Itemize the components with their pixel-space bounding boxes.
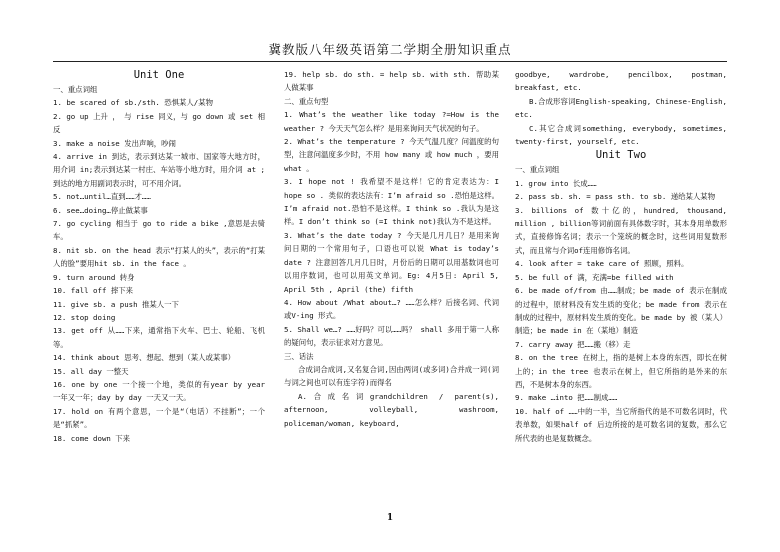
list-item: 18. come down 下来 xyxy=(53,433,131,443)
list-item: 12. stop doing xyxy=(53,312,116,322)
list-item: 三、话法 xyxy=(284,351,314,361)
sentence-grammar-list xyxy=(284,68,499,430)
list-item: 6. see…doing…停止做某事 xyxy=(53,205,148,215)
unit-one-phrase-list xyxy=(53,83,265,445)
list-item: 一、重点词组 xyxy=(515,165,560,175)
list-item: 8. on the tree 在树上，指的是树上本身的东西，即长在树上的；in the tree 也表示在树上，但它所指的是外来的东西，不是树本身的东西。 xyxy=(515,353,727,389)
list-item: 4. look after = take care of 照顾，照料。 xyxy=(515,259,689,269)
page-number: 1 xyxy=(386,513,394,523)
header-rule xyxy=(53,61,727,62)
list-item: 1. What’s the weather like today ?=How is the weather ? 今天天气怎么样？是用来询问天气状况的句子。 xyxy=(284,110,499,133)
list-item: goodbye, wardrobe, pencilbox, postman, breakfast, etc. xyxy=(515,70,727,93)
compound-words-list xyxy=(515,68,727,148)
list-item: 16. one by one 一个接一个地，类似的有year by year 一年又一年；day by day 一天又一天。 xyxy=(53,379,265,403)
list-item: 2. What’s the temperature ? 今天气温几度？问温度的句型，注意问温度多少时，不用 how many 或 how much ，要用 what 。 xyxy=(284,137,499,173)
column-middle xyxy=(284,68,499,430)
list-item: 3. I hope not ! 我希望不是这样！它的肯定表达为：I hope so . 类似的表达法有：I’m afraid so .恐怕是这样。I’m afraid not.恐怕不是这样。I think so .我认为是这样。I don’t think so (=I think not)我认为不是这样。 xyxy=(284,177,499,227)
list-item: 5. Shall we…? ……好吗？可以……吗？ shall 多用于第一人称的疑问句，表示征求对方意见。 xyxy=(284,324,499,348)
list-item: 5. not…until…直到……才…… xyxy=(53,192,151,202)
list-item: 9. turn around 转身 xyxy=(53,272,135,282)
list-item: 7. carry away 把……搬（移）走 xyxy=(515,339,631,349)
list-item: 一、重点词组 xyxy=(53,85,98,94)
page-title: 冀教版八年级英语第二学期全册知识重点 xyxy=(268,42,512,57)
list-item: 5. be full of 满，充满=be filled with xyxy=(515,272,674,282)
list-item: C.其它合成词something, everybody, sometimes, twenty-first, yourself, etc. xyxy=(515,123,727,147)
list-item: 14. think about 思考、想起、想到（某人或某事） xyxy=(53,353,236,363)
column-left xyxy=(53,68,265,445)
unit-two-phrase-list xyxy=(515,163,727,445)
list-item: 17. hold on 有两个意思，一个是“（电话）不挂断”；一个是“抓紧”。 xyxy=(53,406,265,430)
list-item: A.合成名词grandchildren / parent(s), afternoon, volleyball, washroom, policeman/woman, keyboard, xyxy=(284,391,499,428)
list-item: 3. What’s the date today ? 今天是几月几日？是用来询问日期的一个常用句子，口语也可以说 What is today’s date ? 注意回答几月几日时，月份后的日期可以用基数词也可以用序数词，也可以用英文单词。Eg: 4月5日: April 5, April 5th , April (the) fifth xyxy=(284,230,499,294)
list-item: 4. How about /What about…? ……怎么样？后接名词、代词或V-ing 形式。 xyxy=(284,297,499,321)
list-item: 合成词合成词,又名复合词,因由两词(或多词)合并成一词(词与词之间也可以有连字符)而得名 xyxy=(284,364,499,388)
list-item: 8. nit sb. on the head 表示“打某人的头”，表示的“打某人的脸”要用hit sb. in the face 。 xyxy=(53,245,265,269)
list-item: 10. half of ……中的一半，当它所指代的是不可数名词时，代表单数，如果half of 后边所接的是可数名词的复数，那么它所代表的也是复数概念。 xyxy=(515,406,727,443)
list-item: 2. go up 上升 ， 与 rise 同义，与 go down 或 set 相反 xyxy=(53,111,265,135)
list-item: 二、重点句型 xyxy=(284,96,329,106)
list-item: 15. all day 一整天 xyxy=(53,366,129,376)
list-item: 3. billions of 数十亿的，hundred, thousand, million , billion等词前面有具体数字时，其本身用单数形式，直接修饰名词；表示一个笼统的概念时，这些词用复数形式，而且常与介词of连用修饰名词。 xyxy=(515,205,727,255)
list-item: 4. arrive in 到达，表示到达某一城市、国家等大地方时，用介词 in;表示到达某一村庄、车站等小地方时，用介词 at ; 到达的地方用副词表示时，可不用介词。 xyxy=(53,152,265,188)
unit-one-heading: Unit One xyxy=(133,69,185,81)
list-item: 2. pass sb. sh. = pass sth. to sb. 递给某人某物 xyxy=(515,192,716,202)
list-item: 11. give sb. a push 推某人一下 xyxy=(53,299,179,309)
unit-two-heading: Unit Two xyxy=(595,149,647,162)
list-item: 13. get off 从……下来，通常指下火车、巴士、轮船、飞机等。 xyxy=(53,326,265,349)
list-item: 1. grow into 长成…… xyxy=(515,178,597,188)
list-item: 7. go cycling 相当于 go to ride a bike ,意思是去骑车。 xyxy=(53,219,265,242)
list-item: 9. make …into 把……制成…… xyxy=(515,393,618,403)
column-right xyxy=(515,68,727,445)
list-item: 3. make a noise 发出声响，吵闹 xyxy=(53,138,176,148)
list-item: B.合成形容词English-speaking, Chinese-English, etc. xyxy=(515,96,727,120)
list-item: 19. help sb. do sth. = help sb. with sth. 帮助某人做某事 xyxy=(284,70,499,93)
list-item: 10. fall off 摔下来 xyxy=(53,286,134,296)
list-item: 6. be made of/from 由……制成；be made of 表示在制成的过程中，原材料没有发生质的变化；be made from 表示在制成的过程中，原材料发生质的变化。be made by 被（某人）制造；be made in 在（某地）制造 xyxy=(515,286,727,336)
list-item: 1. be scared of sb./sth. 恐惧某人/某物 xyxy=(53,98,214,108)
